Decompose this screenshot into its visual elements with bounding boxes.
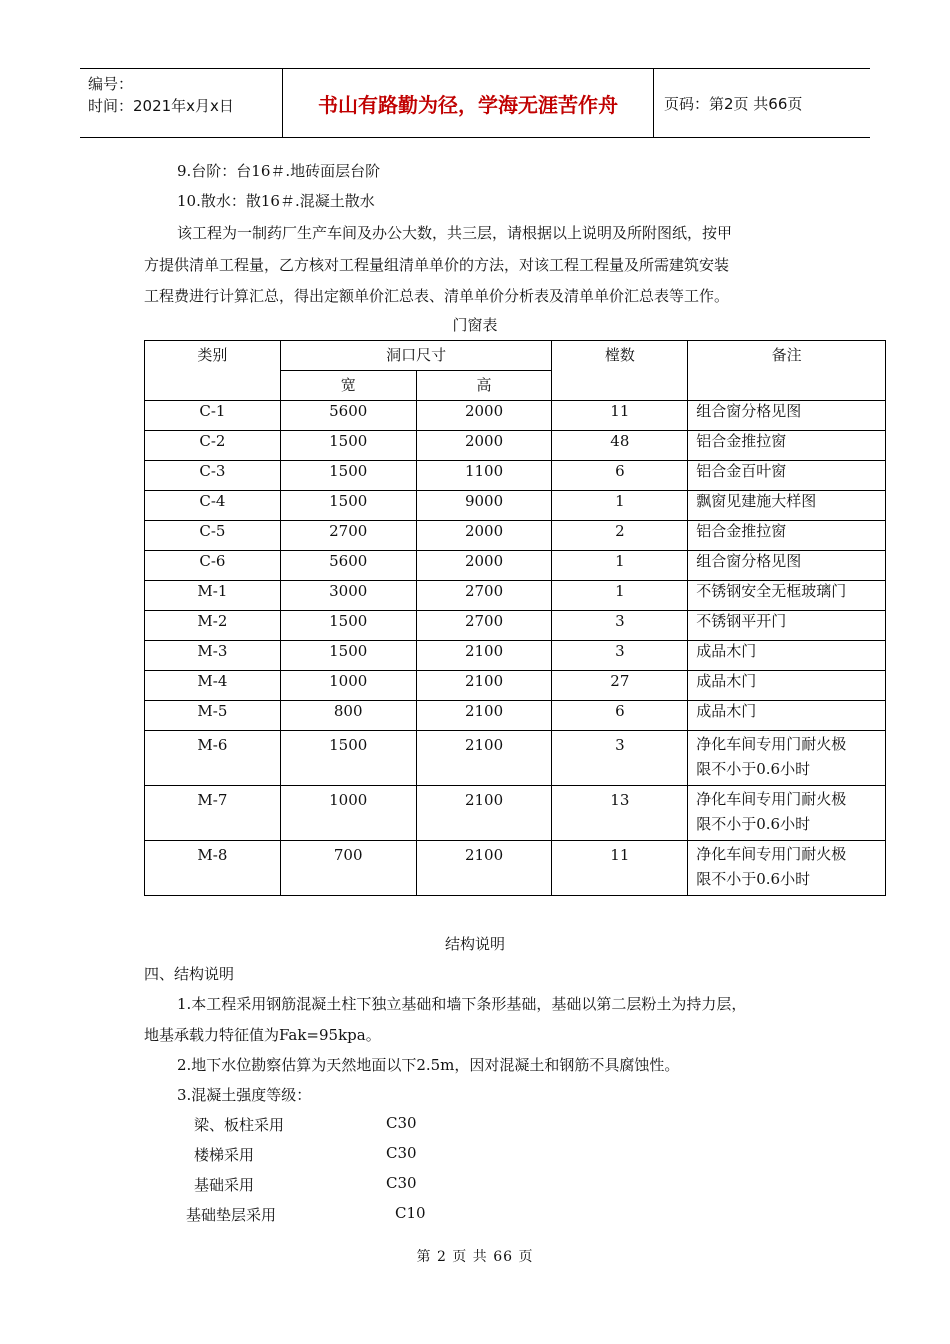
cell-note: 组合窗分格见图 <box>688 551 886 581</box>
cell-height: 2000 <box>416 401 552 431</box>
intro-paragraph-line-2: 方提供清单工程量，乙方核对工程量组清单单价的方法，对该工程工程量及所需建筑安装 <box>144 256 730 274</box>
cell-width: 1000 <box>280 786 416 841</box>
cell-type: M-2 <box>145 611 281 641</box>
cell-type: M-5 <box>145 701 281 731</box>
cell-height: 9000 <box>416 491 552 521</box>
grade-item: 楼梯采用 <box>194 1146 255 1164</box>
cell-note: 铝合金百叶窗 <box>688 461 886 491</box>
cell-type: C-2 <box>145 431 281 461</box>
table-row <box>145 431 886 461</box>
cell-count: 3 <box>552 641 688 671</box>
structure-paragraph-2: 2.地下水位勘察估算为天然地面以下2.5m，因对混凝土和钢筋不具腐蚀性。 <box>177 1056 680 1074</box>
cell-height: 2000 <box>416 431 552 461</box>
cell-count: 3 <box>552 731 688 786</box>
cell-count: 6 <box>552 461 688 491</box>
cell-count: 6 <box>552 701 688 731</box>
structure-paragraph-1-line-2: 地基承载力特征值为Fak=95kpa。 <box>144 1026 381 1044</box>
cell-type: M-3 <box>145 641 281 671</box>
cell-width: 5600 <box>280 551 416 581</box>
cell-type: M-7 <box>145 786 281 841</box>
cell-type: M-4 <box>145 671 281 701</box>
cell-type: M-1 <box>145 581 281 611</box>
cell-count: 11 <box>552 401 688 431</box>
table-row <box>145 461 886 491</box>
header-page-info: 页码：第2页 共66页 <box>664 94 803 113</box>
cell-width: 1500 <box>280 491 416 521</box>
cell-height: 2700 <box>416 611 552 641</box>
table-row <box>145 521 886 551</box>
cell-type: C-1 <box>145 401 281 431</box>
table-row <box>145 641 886 671</box>
cell-note: 成品木门 <box>688 671 886 701</box>
cell-width: 5600 <box>280 401 416 431</box>
grade-item: 基础垫层采用 <box>186 1206 277 1224</box>
table-row <box>145 551 886 581</box>
page-header <box>80 68 870 138</box>
header-motto: 书山有路勤为径，学海无涯苦作舟 <box>282 69 654 137</box>
cell-width: 1500 <box>280 431 416 461</box>
cell-count: 11 <box>552 841 688 896</box>
cell-height: 2000 <box>416 551 552 581</box>
structure-paragraph-3: 3.混凝土强度等级： <box>177 1086 312 1104</box>
cell-note <box>688 841 886 896</box>
note-line: 限不小于0.6小时 <box>696 760 811 778</box>
cell-height: 2100 <box>416 786 552 841</box>
cell-width: 2700 <box>280 521 416 551</box>
table-row <box>145 581 886 611</box>
grade-item: 梁、板柱采用 <box>194 1116 285 1134</box>
cell-note: 不锈钢平开门 <box>688 611 886 641</box>
door-window-table <box>144 340 886 896</box>
grade-value: C30 <box>386 1114 417 1132</box>
cell-note: 成品木门 <box>688 641 886 671</box>
cell-note <box>688 731 886 786</box>
cell-count: 1 <box>552 581 688 611</box>
page-footer: 第 2 页 共 66 页 <box>416 1249 534 1265</box>
header-width: 宽 <box>280 371 416 401</box>
table-row <box>145 671 886 701</box>
cell-width: 1500 <box>280 731 416 786</box>
cell-count: 27 <box>552 671 688 701</box>
cell-type: C-4 <box>145 491 281 521</box>
table-caption: 门窗表 <box>452 316 498 334</box>
table-row <box>145 491 886 521</box>
cell-type: M-6 <box>145 731 281 786</box>
cell-note: 组合窗分格见图 <box>688 401 886 431</box>
cell-note: 不锈钢安全无框玻璃门 <box>688 581 886 611</box>
table-row <box>145 401 886 431</box>
cell-note: 飘窗见建施大样图 <box>688 491 886 521</box>
note-line: 净化车间专用门耐火极 <box>696 790 847 808</box>
cell-type: C-6 <box>145 551 281 581</box>
cell-count: 2 <box>552 521 688 551</box>
grade-value: C10 <box>395 1204 426 1222</box>
cell-count: 1 <box>552 551 688 581</box>
cell-width: 700 <box>280 841 416 896</box>
table-row <box>145 841 886 896</box>
cell-width: 3000 <box>280 581 416 611</box>
structure-section-heading: 四、结构说明 <box>144 965 235 983</box>
header-meta <box>80 69 282 137</box>
note-line: 净化车间专用门耐火极 <box>696 845 847 863</box>
cell-height: 2700 <box>416 581 552 611</box>
header-height: 高 <box>416 371 552 401</box>
cell-count: 3 <box>552 611 688 641</box>
cell-count: 1 <box>552 491 688 521</box>
intro-line-apron: 10.散水：散16＃.混凝土散水 <box>177 192 375 210</box>
cell-height: 2100 <box>416 671 552 701</box>
cell-width: 1000 <box>280 671 416 701</box>
intro-line-steps: 9.台阶：台16＃.地砖面层台阶 <box>177 162 381 180</box>
structure-paragraph-1-line-1: 1.本工程采用钢筋混凝土柱下独立基础和墙下条形基础，基础以第二层粉土为持力层， <box>177 995 747 1013</box>
grade-value: C30 <box>386 1174 417 1192</box>
table-row <box>145 701 886 731</box>
cell-width: 1500 <box>280 611 416 641</box>
cell-type: C-5 <box>145 521 281 551</box>
cell-height: 2100 <box>416 701 552 731</box>
cell-height: 2000 <box>416 521 552 551</box>
cell-note: 成品木门 <box>688 701 886 731</box>
document-date: 时间：2021年x月x日 <box>88 97 234 115</box>
intro-paragraph-line-3: 工程费进行计算汇总，得出定额单价汇总表、清单单价分析表及清单单价汇总表等工作。 <box>144 287 730 305</box>
cell-width: 800 <box>280 701 416 731</box>
cell-note <box>688 786 886 841</box>
grade-value: C30 <box>386 1144 417 1162</box>
cell-note: 铝合金推拉窗 <box>688 431 886 461</box>
document-number-label: 编号： <box>88 75 134 93</box>
note-line: 限不小于0.6小时 <box>696 815 811 833</box>
table-row <box>145 611 886 641</box>
note-line: 净化车间专用门耐火极 <box>696 735 847 753</box>
table-row <box>145 731 886 786</box>
cell-height: 2100 <box>416 641 552 671</box>
intro-paragraph-line-1: 该工程为一制药厂生产车间及办公大数，共三层，请根据以上说明及所附图纸，按甲 <box>177 224 733 242</box>
table-header-row <box>145 341 886 371</box>
table-row <box>145 786 886 841</box>
grade-item: 基础采用 <box>194 1176 255 1194</box>
structure-title: 结构说明 <box>444 935 505 953</box>
cell-type: C-3 <box>145 461 281 491</box>
cell-count: 48 <box>552 431 688 461</box>
header-opening-size: 洞口尺寸 <box>280 341 552 371</box>
cell-height: 2100 <box>416 841 552 896</box>
cell-note: 铝合金推拉窗 <box>688 521 886 551</box>
cell-height: 1100 <box>416 461 552 491</box>
header-count: 樘数 <box>552 341 688 401</box>
cell-type: M-8 <box>145 841 281 896</box>
cell-count: 13 <box>552 786 688 841</box>
cell-height: 2100 <box>416 731 552 786</box>
cell-width: 1500 <box>280 461 416 491</box>
note-line: 限不小于0.6小时 <box>696 870 811 888</box>
header-type: 类别 <box>145 341 281 401</box>
cell-width: 1500 <box>280 641 416 671</box>
header-note: 备注 <box>688 341 886 401</box>
